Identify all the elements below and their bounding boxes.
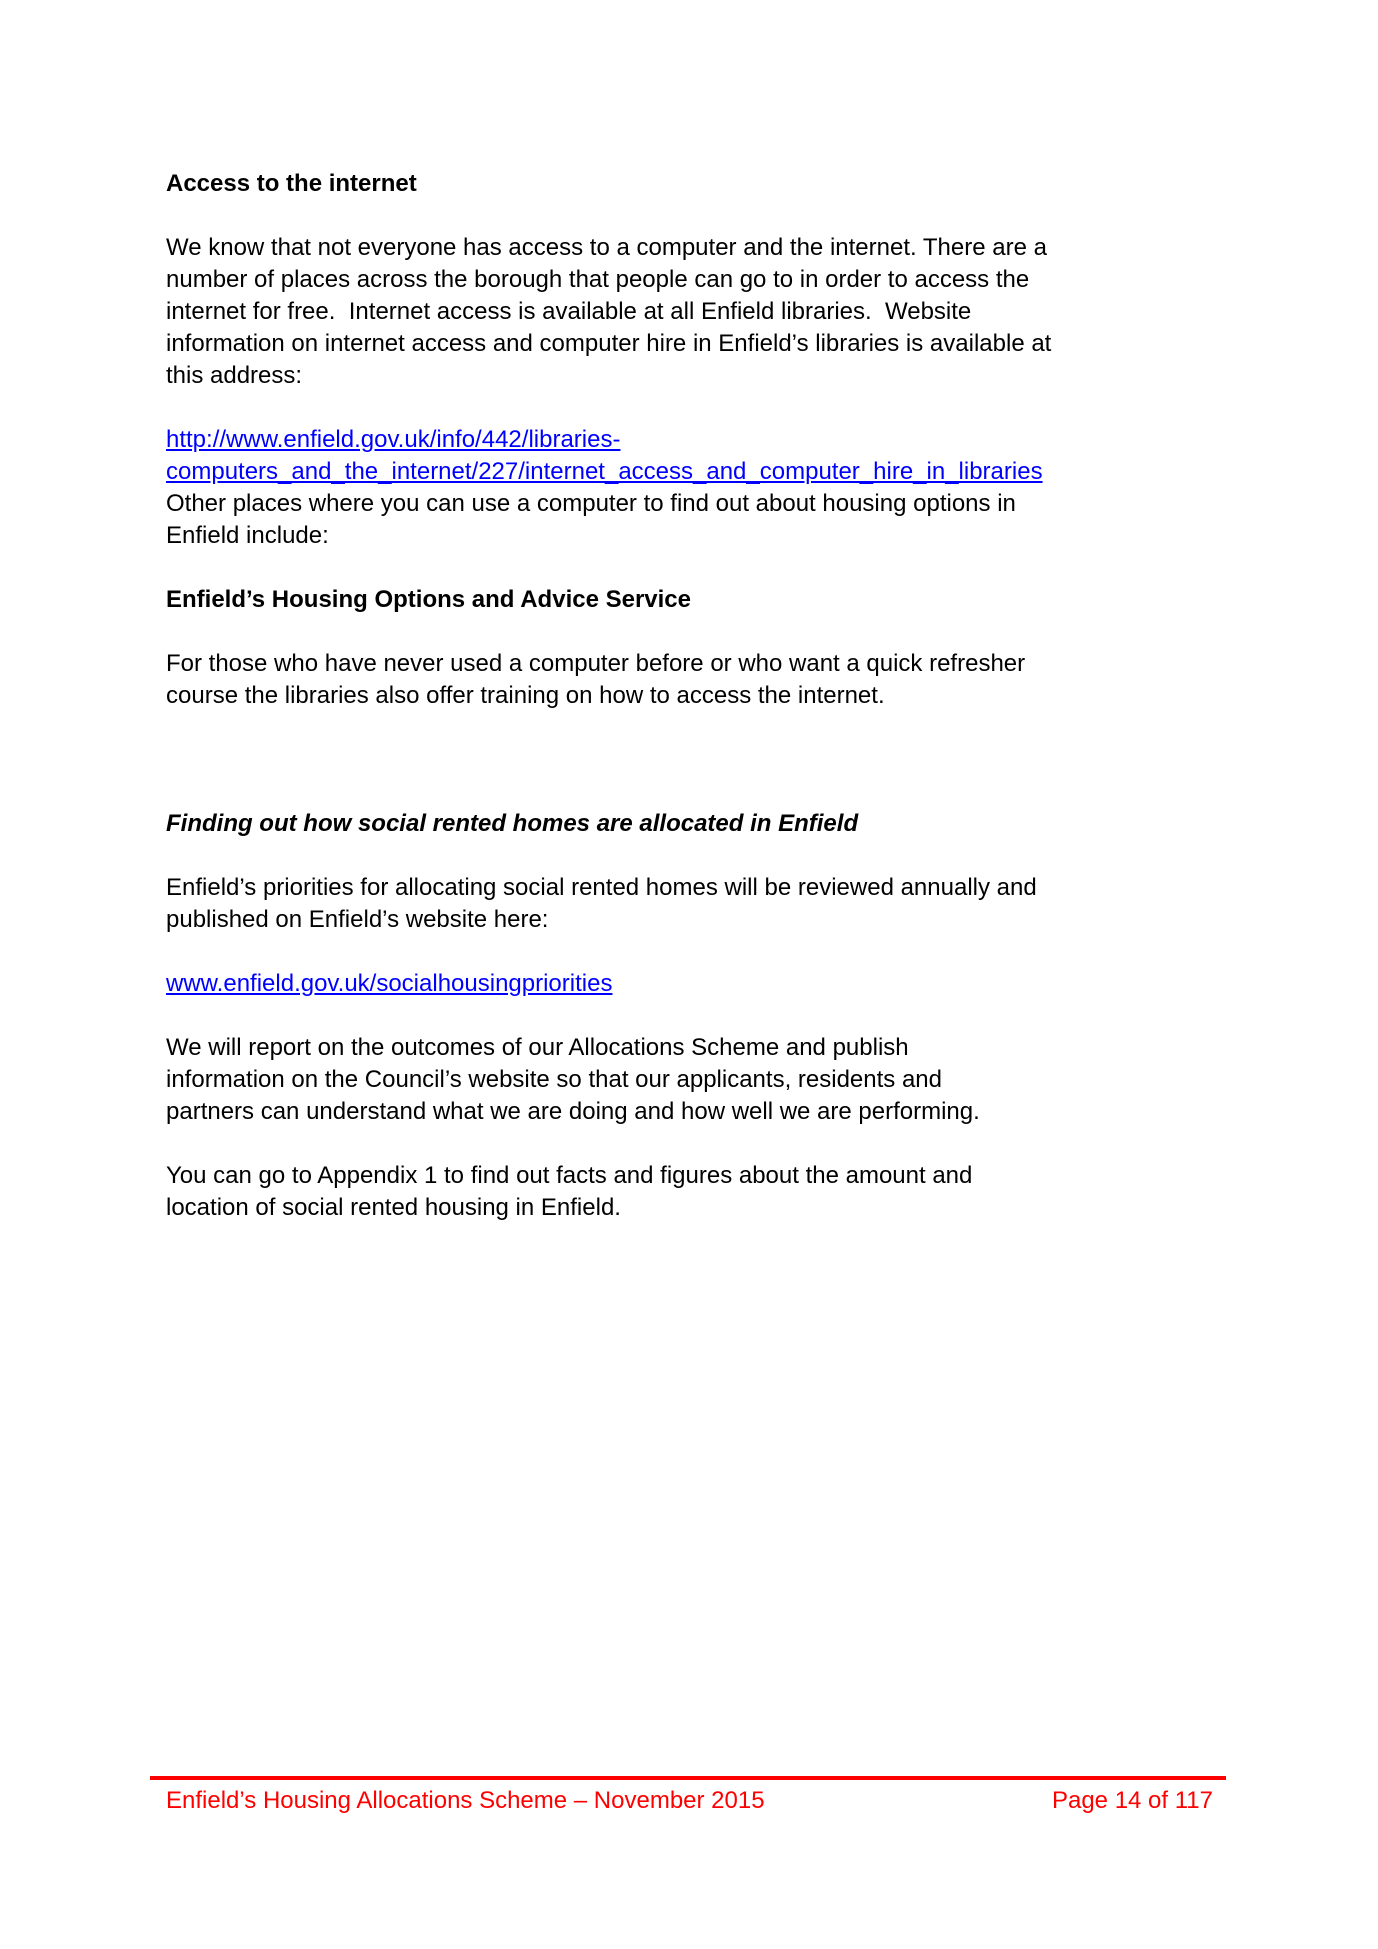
- text-line: number of places across the borough that people can go to in order to access the: [166, 266, 1030, 293]
- text-line: course the libraries also offer training on how to access the internet.: [166, 682, 885, 709]
- text-line: We will report on the outcomes of our Allocations Scheme and publish: [166, 1034, 909, 1061]
- footer-document-title: Enfield’s Housing Allocations Scheme – November 2015: [166, 1787, 765, 1814]
- footer-text-row: [166, 1787, 1213, 1815]
- libraries-internet-link-line-1[interactable]: http://www.enfield.gov.uk/info/442/libraries-: [166, 426, 621, 453]
- footer-page-number: Page 14 of 117: [1051, 1787, 1213, 1814]
- text-line: internet for free. Internet access is available at all Enfield libraries. Website: [166, 298, 972, 325]
- document-content: [166, 168, 1226, 1256]
- text-line: information on the Council’s website so that our applicants, residents and: [166, 1066, 943, 1093]
- footer-divider: [150, 1776, 1226, 1780]
- heading-housing-options-advice-service: Enfield’s Housing Options and Advice Service: [166, 586, 691, 613]
- paragraph-priorities-review: [166, 872, 1226, 936]
- page-footer: [150, 1776, 1226, 1815]
- social-housing-priorities-link-block: [166, 968, 1226, 1000]
- paragraph-library-training: [166, 648, 1226, 712]
- paragraph-appendix-reference: [166, 1160, 1226, 1224]
- libraries-link-block: [166, 424, 1226, 552]
- text-line: For those who have never used a computer before or who want a quick refresher: [166, 650, 1026, 677]
- text-line: partners can understand what we are doing and how well we are performing.: [166, 1098, 980, 1125]
- text-line: this address:: [166, 362, 303, 389]
- libraries-internet-link-line-2[interactable]: computers_and_the_internet/227/internet_access_and_computer_hire_in_libraries: [166, 458, 1043, 485]
- text-line: information on internet access and computer hire in Enfield’s libraries is available at: [166, 330, 1052, 357]
- text-line: location of social rented housing in Enfield.: [166, 1194, 621, 1221]
- heading-finding-out-allocation: Finding out how social rented homes are allocated in Enfield: [166, 810, 859, 837]
- text-line: Enfield include:: [166, 522, 329, 549]
- text-line: Other places where you can use a computer to find out about housing options in: [166, 490, 1016, 517]
- text-line: published on Enfield’s website here:: [166, 906, 549, 933]
- text-line: Enfield’s priorities for allocating social rented homes will be reviewed annually and: [166, 874, 1037, 901]
- paragraph-report-outcomes: [166, 1032, 1226, 1128]
- paragraph-internet-access: [166, 232, 1226, 392]
- text-line: You can go to Appendix 1 to find out facts and figures about the amount and: [166, 1162, 973, 1189]
- heading-access-to-internet: Access to the internet: [166, 170, 417, 197]
- social-housing-priorities-link[interactable]: www.enfield.gov.uk/socialhousingpriorities: [166, 970, 613, 997]
- text-line: We know that not everyone has access to a computer and the internet. There are a: [166, 234, 1047, 261]
